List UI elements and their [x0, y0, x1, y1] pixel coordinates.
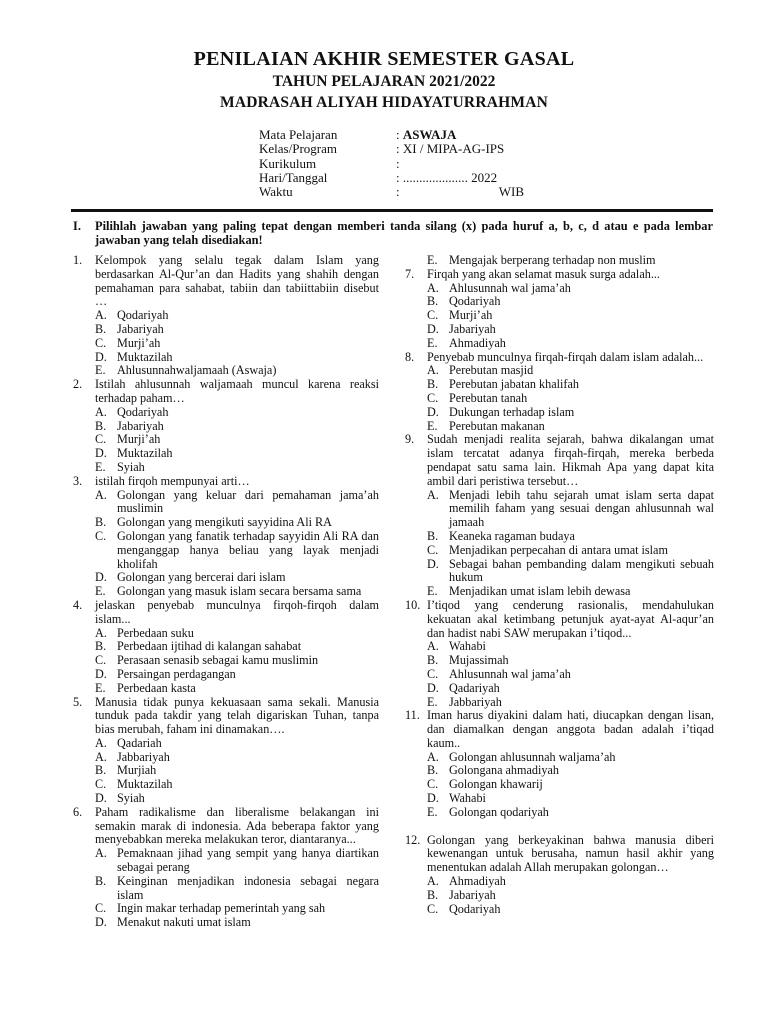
option-text: Pemaknaan jihad yang sempit yang hanya diartikan sebagai perang	[117, 846, 379, 875]
question-text: Paham radikalisme dan liberalisme belakangan ini semakin marak di indonesia. Ada beberapa faktor yang menyebabkan mereka melakukan teror, diantaranya...	[95, 804, 379, 847]
question-item	[405, 709, 714, 750]
option-text: Qadariah	[117, 735, 162, 750]
option-text: Wahabi	[449, 791, 486, 806]
answer-option	[95, 420, 379, 434]
instruction-text: Pilihlah jawaban yang paling tepat dengan memberi tanda silang (x) pada huruf a, b, c, d atau e pada lembar jawaban yang telah disediakan!	[95, 219, 713, 247]
option-letter: C.	[427, 390, 439, 405]
option-text: Golongan yang masuk islam secara bersama sama	[117, 584, 362, 599]
answer-option	[95, 571, 379, 585]
answer-option	[427, 544, 714, 558]
option-text: Mengajak berperang terhadap non muslim	[449, 253, 656, 267]
answer-option	[95, 351, 379, 365]
option-text: Perbedaan ijtihad di kalangan sahabat	[117, 639, 302, 654]
question-text: Manusia tidak punya kekuasaan sama sekali. Manusia tunduk pada takdir yang telah digariskan Tuhan, tanpa bias merubah, faham ini dinamakan….	[95, 694, 379, 737]
option-text: Muktazilah	[117, 446, 173, 461]
exam-title: PENILAIAN AKHIR SEMESTER GASAL	[193, 48, 575, 70]
option-letter: B.	[95, 639, 107, 654]
answer-option	[95, 654, 379, 668]
answer-option	[427, 806, 714, 820]
question-number: 8.	[405, 349, 415, 364]
academic-year: TAHUN PELAJARAN 2021/2022	[272, 73, 496, 90]
date-value: : .................... 2022	[396, 169, 498, 185]
answer-option	[427, 406, 714, 420]
question-item	[405, 351, 714, 365]
option-text: Ahmadiyah	[449, 874, 506, 889]
school-name: MADRASAH ALIYAH HIDAYATURRAHMAN	[219, 94, 548, 111]
option-text: Keaneka ragaman budaya	[449, 528, 575, 543]
option-text: Qodariyah	[117, 404, 169, 419]
option-text: Wahabi	[449, 639, 486, 654]
info-row-curriculum	[259, 157, 559, 171]
option-text: Qodariyah	[449, 294, 501, 309]
question-text: istilah firqoh mempunyai arti…	[95, 473, 250, 488]
answer-option	[427, 764, 714, 778]
answer-option	[427, 903, 714, 917]
questions-left-column	[73, 254, 379, 930]
option-text: Mujassimah	[449, 653, 509, 668]
option-text: Perebutan tanah	[449, 390, 528, 405]
option-letter: A.	[427, 363, 439, 378]
option-letter: A.	[427, 874, 439, 889]
option-letter: A.	[427, 280, 439, 295]
exam-info	[259, 128, 559, 199]
answer-option	[95, 668, 379, 682]
option-letter: E.	[95, 680, 106, 695]
option-text: Perebutan jabatan khalifah	[449, 377, 579, 392]
option-text: Golongan yang keluar dari pemahaman jama’ah muslimin	[117, 487, 379, 516]
option-letter: A.	[95, 846, 107, 861]
answer-option	[95, 309, 379, 323]
class-label: Kelas/Program	[259, 141, 337, 157]
option-letter: D.	[427, 404, 439, 419]
option-text: Menjadikan perpecahan di antara umat islam	[449, 542, 668, 557]
option-letter: E.	[95, 584, 106, 599]
answer-option	[427, 654, 714, 668]
option-letter: D.	[427, 791, 439, 806]
answer-option	[427, 323, 714, 337]
answer-option	[427, 792, 714, 806]
question-text: Firqah yang akan selamat masuk surga adalah...	[427, 266, 660, 281]
question-item	[73, 378, 379, 406]
answer-option	[95, 323, 379, 337]
option-letter: E.	[427, 418, 438, 433]
option-text: Perbedaan suku	[117, 625, 194, 640]
answer-option	[95, 489, 379, 517]
option-letter: E.	[427, 335, 438, 350]
option-letter: D.	[95, 791, 107, 806]
option-letter: E.	[427, 253, 438, 267]
question-number: 6.	[73, 804, 83, 819]
option-letter: C.	[427, 666, 439, 681]
option-text: Jabariyah	[117, 418, 164, 433]
question-number: 2.	[73, 377, 83, 392]
answer-option	[427, 682, 714, 696]
question-number: 12.	[405, 832, 421, 847]
question-item	[405, 834, 714, 875]
option-text: Ingin makar terhadap pemerintah yang sah	[117, 901, 326, 916]
option-text: Ahlusunnah wal jama’ah	[449, 280, 571, 295]
answer-option	[427, 392, 714, 406]
option-letter: B.	[95, 515, 107, 530]
option-text: Muktazilah	[117, 349, 173, 364]
option-letter: C.	[95, 335, 107, 350]
option-text: Dukungan terhadap islam	[449, 404, 575, 419]
answer-option	[95, 875, 379, 903]
option-letter: C.	[95, 432, 107, 447]
answer-option	[427, 254, 714, 268]
question-item	[73, 806, 379, 847]
answer-option	[427, 889, 714, 903]
option-letter: E.	[427, 694, 438, 709]
section-number: I.	[73, 219, 81, 233]
option-text: Perasaan senasib sebagai kamu muslimin	[117, 653, 319, 668]
header-divider	[71, 209, 713, 212]
option-text: Golongan khawarij	[449, 777, 543, 792]
option-letter: D.	[95, 915, 107, 930]
option-letter: B.	[95, 873, 107, 888]
option-letter: C.	[427, 901, 439, 916]
question-item	[405, 433, 714, 488]
info-row-time	[259, 185, 559, 199]
option-text: Murji’ah	[117, 432, 161, 447]
option-letter: D.	[427, 321, 439, 336]
answer-option	[427, 420, 714, 434]
option-text: Menjadikan umat islam lebih dewasa	[449, 584, 631, 599]
question-item	[405, 599, 714, 640]
option-letter: A.	[95, 404, 107, 419]
option-text: Qodariyah	[449, 901, 501, 916]
question-text: Golongan yang berkeyakinan bahwa manusia diberi kewenangan untuk berusaha, namun hasil akhir yang menentukan adalah Allah merupakan golongan…	[427, 832, 714, 875]
question-text: Penyebab munculnya firqah-firqah dalam islam adalah...	[427, 349, 704, 364]
option-letter: B.	[427, 887, 439, 902]
option-letter: C.	[427, 308, 439, 323]
option-text: Perbedaan kasta	[117, 680, 196, 695]
answer-option	[95, 585, 379, 599]
questions-right-column	[405, 254, 714, 916]
option-text: Persaingan perdagangan	[117, 666, 236, 681]
option-letter: D.	[95, 570, 107, 585]
option-letter: A.	[427, 487, 439, 502]
option-letter: A.	[95, 625, 107, 640]
answer-option	[95, 516, 379, 530]
option-letter: B.	[427, 294, 439, 309]
option-text: Murji’ah	[117, 335, 161, 350]
option-letter: C.	[95, 777, 107, 792]
answer-option	[95, 751, 379, 765]
info-row-class	[259, 142, 559, 156]
answer-option	[95, 737, 379, 751]
option-letter: D.	[95, 349, 107, 364]
answer-option	[427, 309, 714, 323]
answer-option	[427, 558, 714, 586]
option-letter: D.	[427, 680, 439, 695]
answer-option	[95, 337, 379, 351]
option-letter: B.	[95, 763, 107, 778]
answer-option	[95, 627, 379, 641]
answer-option	[95, 406, 379, 420]
option-text: Golongan yang bercerai dari islam	[117, 570, 286, 585]
option-letter: E.	[95, 363, 106, 378]
option-text: Jabariyah	[449, 321, 496, 336]
question-number: 11.	[405, 708, 420, 723]
option-text: Golongana ahmadiyah	[449, 763, 559, 778]
option-text: Qodariyah	[117, 308, 169, 323]
option-letter: E.	[427, 804, 438, 819]
option-letter: A.	[427, 639, 439, 654]
question-item	[73, 696, 379, 737]
option-text: Ahlusunnah wal jama’ah	[449, 666, 571, 681]
answer-option	[95, 764, 379, 778]
option-text: Ahmadiyah	[449, 335, 506, 350]
option-text: Menjadi lebih tahu sejarah umat islam serta dapat memilih faham yang sesuai dengan ahlusunnah wal jamaah	[449, 487, 714, 530]
option-text: Perebutan makanan	[449, 418, 545, 433]
option-letter: B.	[95, 321, 107, 336]
answer-option	[95, 916, 379, 930]
option-letter: A.	[95, 735, 107, 750]
time-value: WIB	[498, 184, 524, 200]
option-letter: B.	[95, 418, 107, 433]
info-row-subject	[259, 128, 559, 142]
option-text: Muktazilah	[117, 777, 173, 792]
option-text: Syiah	[117, 791, 145, 806]
option-letter: A.	[95, 487, 107, 502]
question-number: 1.	[73, 253, 83, 267]
answer-option	[95, 461, 379, 475]
option-text: Sebagai bahan pembanding dalam mengikuti sebuah hukum	[449, 556, 714, 585]
question-number: 9.	[405, 432, 415, 447]
option-letter: B.	[427, 377, 439, 392]
question-number: 4.	[73, 597, 83, 612]
question-item	[73, 475, 379, 489]
date-label: Hari/Tanggal	[259, 169, 328, 185]
info-row-date	[259, 171, 559, 185]
answer-option	[427, 364, 714, 378]
option-letter: C.	[427, 777, 439, 792]
time-label: Waktu	[259, 184, 293, 200]
question-number: 3.	[73, 473, 83, 488]
option-letter: C.	[427, 542, 439, 557]
option-text: Golongan ahlusunnah waljama’ah	[449, 749, 616, 764]
option-letter: B.	[427, 528, 439, 543]
option-letter: C.	[95, 901, 107, 916]
option-letter: E.	[427, 584, 438, 599]
answer-option	[427, 751, 714, 765]
time-colon: :	[396, 184, 400, 200]
question-item	[73, 254, 379, 309]
answer-option	[95, 778, 379, 792]
option-text: Murji’ah	[449, 308, 493, 323]
option-text: Golongan yang fanatik terhadap sayyidin Ali RA dan menganggap hanya beliau yang layak menjadi kholifah	[117, 528, 379, 571]
answer-option	[95, 530, 379, 571]
option-letter: D.	[95, 666, 107, 681]
answer-option	[427, 640, 714, 654]
answer-option	[95, 364, 379, 378]
question-text: Sudah menjadi realita sejarah, bahwa dikalangan umat islam tercatat adanya firqah-firqah, mereka berbeda pendapat satu sama lain. Hikmah Apa yang dapat kita ambil dari peristiwa tersebut…	[427, 432, 714, 488]
answer-option	[427, 378, 714, 392]
subject-colon: :	[396, 127, 403, 142]
option-letter: D.	[95, 446, 107, 461]
option-letter: A.	[95, 308, 107, 323]
option-text: Murjiah	[117, 763, 157, 778]
option-text: Keinginan menjadikan indonesia sebagai negara islam	[117, 873, 379, 902]
answer-option	[427, 696, 714, 710]
question-text: Iman harus diyakini dalam hati, diucapkan dengan lisan, dan diamalkan dengan anggota badan adalah i’tiqad kaum..	[427, 708, 714, 750]
answer-option	[95, 792, 379, 806]
option-letter: C.	[95, 528, 107, 543]
curriculum-label: Kurikulum	[259, 155, 317, 171]
answer-option	[95, 433, 379, 447]
option-text: Menakut nakuti umat islam	[117, 915, 251, 930]
answer-option	[427, 489, 714, 530]
option-text: Jabbariyah	[449, 694, 502, 709]
option-letter: B.	[427, 653, 439, 668]
answer-option	[95, 447, 379, 461]
option-text: Jabbariyah	[117, 749, 170, 764]
answer-option	[427, 778, 714, 792]
option-text: Syiah	[117, 459, 145, 474]
option-text: Golongan qodariyah	[449, 804, 549, 819]
option-letter: A.	[95, 749, 107, 764]
option-text: Golongan yang mengikuti sayyidina Ali RA	[117, 515, 332, 530]
subject-name: ASWAJA	[402, 127, 457, 142]
option-letter: E.	[95, 459, 106, 474]
answer-option	[427, 295, 714, 309]
subject-label: Mata Pelajaran	[259, 127, 338, 142]
answer-option	[95, 640, 379, 654]
option-letter: D.	[427, 556, 439, 571]
question-text: jelaskan penyebab munculnya firqoh-firqoh dalam islam...	[95, 597, 379, 626]
class-value: : XI / MIPA-AG-IPS	[396, 141, 505, 157]
option-letter: C.	[95, 653, 107, 668]
spacer	[405, 820, 714, 834]
question-number: 5.	[73, 694, 83, 709]
question-text: I’tiqod yang cenderung rasionalis, mendahulukan kekuatan akal ketimbang petunjuk ayat-ayat Al-aqur’an dan hadist nabi SAW merupakan i’tiqod...	[427, 597, 714, 640]
answer-option	[427, 585, 714, 599]
answer-option	[427, 875, 714, 889]
answer-option	[95, 902, 379, 916]
answer-option	[95, 682, 379, 696]
question-item	[73, 599, 379, 627]
answer-option	[427, 282, 714, 296]
question-text: Kelompok yang selalu tegak dalam Islam yang berdasarkan Al-Qur’an dan Hadits yang shahih dengan pemahaman para sahabat, tabiin dan tabiittabiin disebut …	[95, 253, 379, 309]
question-number: 7.	[405, 266, 415, 281]
option-text: Jabariyah	[117, 321, 164, 336]
option-text: Jabariyah	[449, 887, 496, 902]
option-text: Ahlusunnahwaljamaah (Aswaja)	[117, 363, 277, 378]
question-item	[405, 268, 714, 282]
answer-option	[427, 530, 714, 544]
question-number: 10.	[405, 597, 421, 612]
subject-value	[396, 128, 456, 142]
option-letter: A.	[427, 749, 439, 764]
answer-option	[95, 847, 379, 875]
question-text: Istilah ahlusunnah waljamaah muncul karena reaksi terhadap paham…	[95, 377, 379, 405]
option-letter: B.	[427, 763, 439, 778]
option-text: Qadariyah	[449, 680, 500, 695]
curriculum-value: :	[396, 155, 400, 171]
answer-option	[427, 337, 714, 351]
answer-option	[427, 668, 714, 682]
option-text: Perebutan masjid	[449, 363, 534, 378]
